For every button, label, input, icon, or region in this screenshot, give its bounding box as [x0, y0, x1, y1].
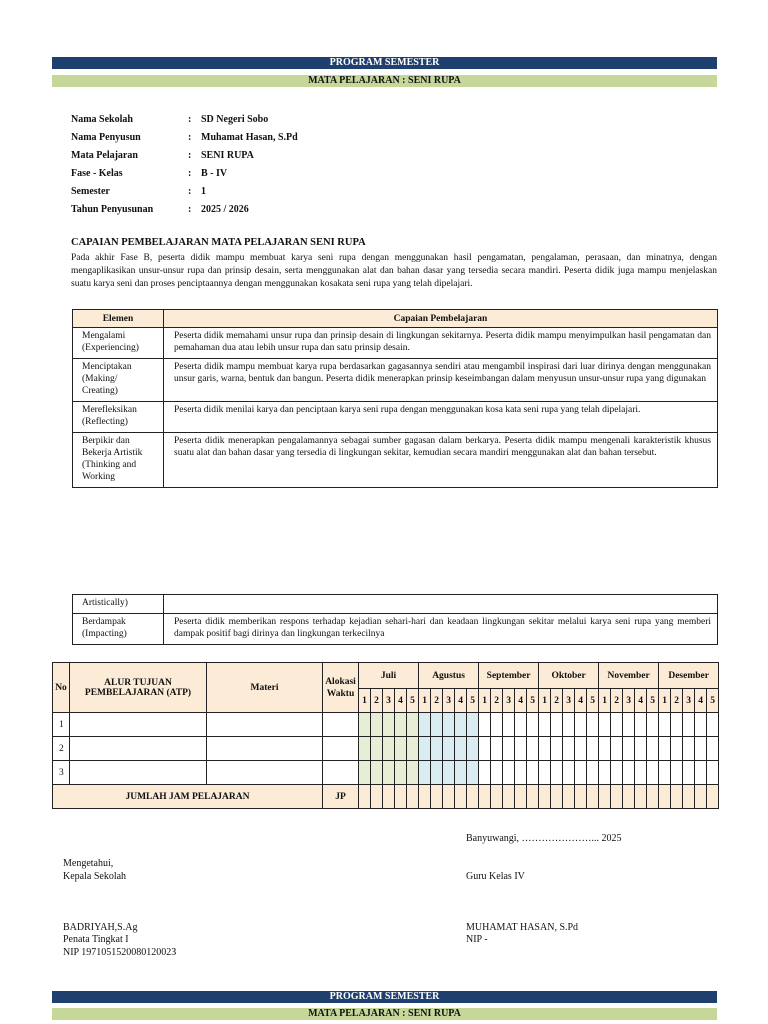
- alokasi-cell: [323, 761, 359, 785]
- week-cell: [383, 713, 395, 737]
- week-cell: [707, 713, 719, 737]
- identity-label: Fase - Kelas: [71, 167, 123, 179]
- principal-role: Kepala Sekolah: [63, 871, 127, 882]
- identity-label: Mata Pelajaran: [71, 149, 138, 161]
- sum-row: [53, 785, 719, 809]
- week-number: 3: [443, 689, 455, 713]
- week-cell: [539, 737, 551, 761]
- sum-week-cell: [539, 785, 551, 809]
- identity-value: SD Negeri Sobo: [201, 113, 269, 125]
- col-atp: ALUR TUJUAN PEMBELAJARAN (ATP): [70, 663, 207, 713]
- sum-week-cell: [479, 785, 491, 809]
- alokasi-cell: [323, 737, 359, 761]
- week-cell: [359, 713, 371, 737]
- week-cell: [407, 713, 419, 737]
- atp-schedule-table: [52, 662, 719, 809]
- week-number: 2: [491, 689, 503, 713]
- next-page-title: PROGRAM SEMESTER: [52, 991, 717, 1003]
- week-number: 3: [563, 689, 575, 713]
- identity-row: [71, 164, 298, 182]
- week-cell: [443, 737, 455, 761]
- elements-header-capaian: Capaian Pembelajaran: [164, 310, 718, 328]
- week-cell: [491, 737, 503, 761]
- sum-week-cell: [611, 785, 623, 809]
- col-alokasi: Alokasi Waktu: [323, 663, 359, 713]
- week-cell: [479, 737, 491, 761]
- sum-week-cell: [563, 785, 575, 809]
- sum-week-cell: [359, 785, 371, 809]
- week-cell: [671, 761, 683, 785]
- week-cell: [659, 737, 671, 761]
- week-cell: [635, 761, 647, 785]
- table-row: [73, 402, 718, 433]
- element-name: Berdampak (Impacting): [73, 614, 164, 645]
- week-cell: [407, 737, 419, 761]
- element-name: Mengalami (Experiencing): [73, 328, 164, 359]
- week-cell: [659, 761, 671, 785]
- teacher-role: Guru Kelas IV: [466, 871, 525, 882]
- week-cell: [575, 761, 587, 785]
- place-date: Banyuwangi, …………………... 2025: [466, 833, 622, 844]
- identity-separator: :: [188, 185, 192, 197]
- element-name: Merefleksikan (Reflecting): [73, 402, 164, 433]
- atp-row-number: 1: [53, 713, 70, 737]
- week-cell: [647, 761, 659, 785]
- week-cell: [695, 713, 707, 737]
- elements-table-continued: [72, 594, 718, 645]
- week-cell: [611, 713, 623, 737]
- week-number: 4: [695, 689, 707, 713]
- alokasi-cell: [323, 713, 359, 737]
- sum-week-cell: [599, 785, 611, 809]
- sum-week-cell: [527, 785, 539, 809]
- principal-name: BADRIYAH,S.Ag: [63, 922, 138, 933]
- element-capaian: Peserta didik memahami unsur rupa dan prinsip desain di lingkungan sekitarnya. Peserta didik mampu menyimpulkan hasil pengamatan dan pemahaman dua atau lebih unsur rupa dan satu prinsip desain.: [164, 328, 718, 359]
- week-number: 3: [683, 689, 695, 713]
- month-september: September: [479, 663, 539, 689]
- week-cell: [407, 761, 419, 785]
- element-capaian: Peserta didik mampu membuat karya rupa berdasarkan gagasannya sendiri atau mengambil inspirasi dari luar dirinya dengan menggunakan unsur garis, warna, bentuk dan bangun. Peserta didik menerapkan prinsip keseimbangan dalam menyusun unsur-unsur rupa yang digunakan: [164, 359, 718, 402]
- week-cell: [431, 737, 443, 761]
- atp-row-number: 3: [53, 761, 70, 785]
- week-number: 4: [395, 689, 407, 713]
- week-cell: [479, 761, 491, 785]
- week-cell: [491, 713, 503, 737]
- week-number: 5: [467, 689, 479, 713]
- materi-cell: [207, 761, 323, 785]
- week-cell: [371, 761, 383, 785]
- element-capaian: [164, 595, 718, 614]
- identity-separator: :: [188, 113, 192, 125]
- week-number: 5: [707, 689, 719, 713]
- month-juli: Juli: [359, 663, 419, 689]
- week-cell: [599, 713, 611, 737]
- week-number: 3: [503, 689, 515, 713]
- identity-value: SENI RUPA: [201, 149, 254, 161]
- sum-week-cell: [515, 785, 527, 809]
- sum-week-cell: [587, 785, 599, 809]
- sum-week-cell: [419, 785, 431, 809]
- week-cell: [419, 713, 431, 737]
- week-cell: [623, 713, 635, 737]
- week-cell: [527, 713, 539, 737]
- week-cell: [395, 761, 407, 785]
- week-cell: [359, 761, 371, 785]
- week-cell: [371, 737, 383, 761]
- identity-label: Nama Sekolah: [71, 113, 133, 125]
- week-cell: [683, 713, 695, 737]
- week-cell: [419, 737, 431, 761]
- element-name: Artistically): [73, 595, 164, 614]
- week-number: 2: [611, 689, 623, 713]
- principal-nip: NIP 197105152008012002З: [63, 947, 177, 958]
- sum-week-cell: [647, 785, 659, 809]
- teacher-nip: NIP -: [466, 934, 488, 945]
- identity-value: Muhamat Hasan, S.Pd: [201, 131, 298, 143]
- element-name: Berpikir dan Bekerja Artistik (Thinking and Working: [73, 433, 164, 488]
- week-cell: [479, 713, 491, 737]
- week-number: 4: [455, 689, 467, 713]
- col-no: No: [53, 663, 70, 713]
- week-cell: [587, 713, 599, 737]
- sum-week-cell: [635, 785, 647, 809]
- week-cell: [503, 761, 515, 785]
- week-cell: [467, 713, 479, 737]
- document-title: PROGRAM SEMESTER: [52, 57, 717, 69]
- sum-week-cell: [395, 785, 407, 809]
- week-cell: [431, 761, 443, 785]
- identity-row: [71, 146, 298, 164]
- week-cell: [611, 761, 623, 785]
- week-cell: [503, 713, 515, 737]
- sum-week-cell: [407, 785, 419, 809]
- table-row: [73, 359, 718, 402]
- sum-week-cell: [491, 785, 503, 809]
- week-number: 5: [527, 689, 539, 713]
- week-number: 1: [359, 689, 371, 713]
- week-number: 5: [647, 689, 659, 713]
- element-capaian: Peserta didik menilai karya dan penciptaan karya seni rupa dengan menggunakan kosa kata seni rupa yang telah dipelajari.: [164, 402, 718, 433]
- sum-week-cell: [371, 785, 383, 809]
- week-cell: [575, 737, 587, 761]
- week-cell: [587, 761, 599, 785]
- teacher-name: MUHAMAT HASAN, S.Pd: [466, 922, 579, 933]
- week-cell: [563, 713, 575, 737]
- element-capaian: Peserta didik memberikan respons terhadap kejadian sehari-hari dan keadaan lingkungan sekitar melalui karya seni rupa yang memberi dampak positif bagi dirinya dan lingkungan terkecilnya: [164, 614, 718, 645]
- table-row: [73, 614, 718, 645]
- atp-row-number: 2: [53, 737, 70, 761]
- week-cell: [443, 761, 455, 785]
- week-cell: [611, 737, 623, 761]
- atp-row: [53, 737, 719, 761]
- week-cell: [587, 737, 599, 761]
- week-cell: [695, 737, 707, 761]
- week-cell: [515, 713, 527, 737]
- week-cell: [695, 761, 707, 785]
- week-cell: [383, 737, 395, 761]
- week-number: 5: [407, 689, 419, 713]
- principal-rank: Penata Tingkat I: [63, 934, 129, 945]
- identity-separator: :: [188, 203, 192, 215]
- identity-separator: :: [188, 167, 192, 179]
- month-november: November: [599, 663, 659, 689]
- week-cell: [671, 713, 683, 737]
- table-row: [73, 595, 718, 614]
- elements-table: [72, 309, 718, 488]
- table-row: [73, 433, 718, 488]
- week-cell: [551, 737, 563, 761]
- document-subtitle: MATA PELAJARAN : SENI RUPA: [52, 75, 717, 87]
- week-cell: [599, 737, 611, 761]
- month-desember: Desember: [659, 663, 719, 689]
- sum-week-cell: [707, 785, 719, 809]
- week-number: 1: [599, 689, 611, 713]
- week-cell: [647, 737, 659, 761]
- week-cell: [683, 737, 695, 761]
- sum-week-cell: [551, 785, 563, 809]
- week-cell: [467, 761, 479, 785]
- sum-week-cell: [623, 785, 635, 809]
- materi-cell: [207, 713, 323, 737]
- week-cell: [623, 761, 635, 785]
- atp-cell: [70, 713, 207, 737]
- sum-week-cell: [503, 785, 515, 809]
- week-cell: [443, 713, 455, 737]
- week-number: 1: [539, 689, 551, 713]
- identity-row: [71, 128, 298, 146]
- element-capaian: Peserta didik menerapkan pengalamannya sebagai sumber gagasan dalam berkarya. Peserta didik mampu mengenali karakteristik khusus suatu alat dan bahan dasar yang tersedia di lingkungan sekitar, kemudian secara mandiri menggunakan alat dan bahan tersebut.: [164, 433, 718, 488]
- identity-value: B - IV: [201, 167, 228, 179]
- sum-label: JUMLAH JAM PELAJARAN: [53, 785, 323, 809]
- week-cell: [563, 737, 575, 761]
- sum-week-cell: [431, 785, 443, 809]
- week-number: 2: [371, 689, 383, 713]
- capaian-title: CAPAIAN PEMBELAJARAN MATA PELAJARAN SENI RUPA: [71, 237, 366, 248]
- week-number: 4: [575, 689, 587, 713]
- week-cell: [551, 713, 563, 737]
- sum-week-cell: [671, 785, 683, 809]
- week-cell: [551, 761, 563, 785]
- week-cell: [707, 761, 719, 785]
- week-cell: [455, 761, 467, 785]
- identity-row: [71, 200, 298, 218]
- week-cell: [599, 761, 611, 785]
- week-cell: [671, 737, 683, 761]
- week-cell: [659, 713, 671, 737]
- atp-row: [53, 761, 719, 785]
- sum-week-cell: [575, 785, 587, 809]
- week-cell: [563, 761, 575, 785]
- identity-table: [71, 110, 298, 218]
- next-page-subtitle: MATA PELAJARAN : SENI RUPA: [52, 1008, 717, 1020]
- week-cell: [575, 713, 587, 737]
- week-cell: [491, 761, 503, 785]
- sum-week-cell: [443, 785, 455, 809]
- identity-separator: :: [188, 131, 192, 143]
- identity-separator: :: [188, 149, 192, 161]
- atp-cell: [70, 737, 207, 761]
- sum-week-cell: [383, 785, 395, 809]
- sum-week-cell: [695, 785, 707, 809]
- week-cell: [431, 713, 443, 737]
- week-cell: [515, 761, 527, 785]
- week-cell: [395, 737, 407, 761]
- identity-value: 2025 / 2026: [201, 203, 249, 215]
- week-cell: [539, 713, 551, 737]
- week-cell: [455, 713, 467, 737]
- week-number: 2: [551, 689, 563, 713]
- sum-unit: JP: [323, 785, 359, 809]
- week-cell: [647, 713, 659, 737]
- sum-week-cell: [683, 785, 695, 809]
- week-cell: [395, 713, 407, 737]
- week-cell: [539, 761, 551, 785]
- week-number: 5: [587, 689, 599, 713]
- identity-row: [71, 110, 298, 128]
- week-cell: [683, 761, 695, 785]
- week-number: 2: [431, 689, 443, 713]
- week-cell: [419, 761, 431, 785]
- week-number: 1: [419, 689, 431, 713]
- materi-cell: [207, 737, 323, 761]
- element-name: Menciptakan (Making/ Creating): [73, 359, 164, 402]
- sum-week-cell: [467, 785, 479, 809]
- identity-label: Nama Penyusun: [71, 131, 141, 143]
- week-cell: [359, 737, 371, 761]
- week-number: 2: [671, 689, 683, 713]
- identity-value: 1: [201, 185, 206, 197]
- week-cell: [623, 737, 635, 761]
- atp-cell: [70, 761, 207, 785]
- week-cell: [383, 761, 395, 785]
- sum-week-cell: [455, 785, 467, 809]
- week-number: 1: [659, 689, 671, 713]
- week-cell: [635, 737, 647, 761]
- week-cell: [503, 737, 515, 761]
- week-number: 4: [635, 689, 647, 713]
- atp-row: [53, 713, 719, 737]
- identity-label: Semester: [71, 185, 110, 197]
- week-cell: [707, 737, 719, 761]
- week-number: 3: [623, 689, 635, 713]
- month-agustus: Agustus: [419, 663, 479, 689]
- week-cell: [515, 737, 527, 761]
- week-cell: [635, 713, 647, 737]
- identity-row: [71, 182, 298, 200]
- col-materi: Materi: [207, 663, 323, 713]
- week-cell: [455, 737, 467, 761]
- capaian-text: Pada akhir Fase B, peserta didik mampu membuat karya seni rupa dengan menggunakan hasil pengamatan, pengalaman, perasaan, dan minatnya, dengan mengaplikasikan unsur-unsur rupa dan prinsip desain, serta menggunakan alat dan bahan dasar yang tersedia secara mandiri. Peserta didik juga mampu menjelaskan suatu karya seni dan proses penciptaannya dengan menggunakan kosakata seni rupa yang telah dipelajari.: [71, 253, 717, 289]
- month-oktober: Oktober: [539, 663, 599, 689]
- week-cell: [527, 761, 539, 785]
- week-number: 1: [479, 689, 491, 713]
- week-cell: [527, 737, 539, 761]
- acknowledged-label: Mengetahui,: [63, 858, 114, 869]
- week-cell: [371, 713, 383, 737]
- sum-week-cell: [659, 785, 671, 809]
- week-number: 4: [515, 689, 527, 713]
- elements-header-elemen: Elemen: [73, 310, 164, 328]
- identity-label: Tahun Penyusunan: [71, 203, 154, 215]
- week-number: 3: [383, 689, 395, 713]
- week-cell: [467, 737, 479, 761]
- table-row: [73, 328, 718, 359]
